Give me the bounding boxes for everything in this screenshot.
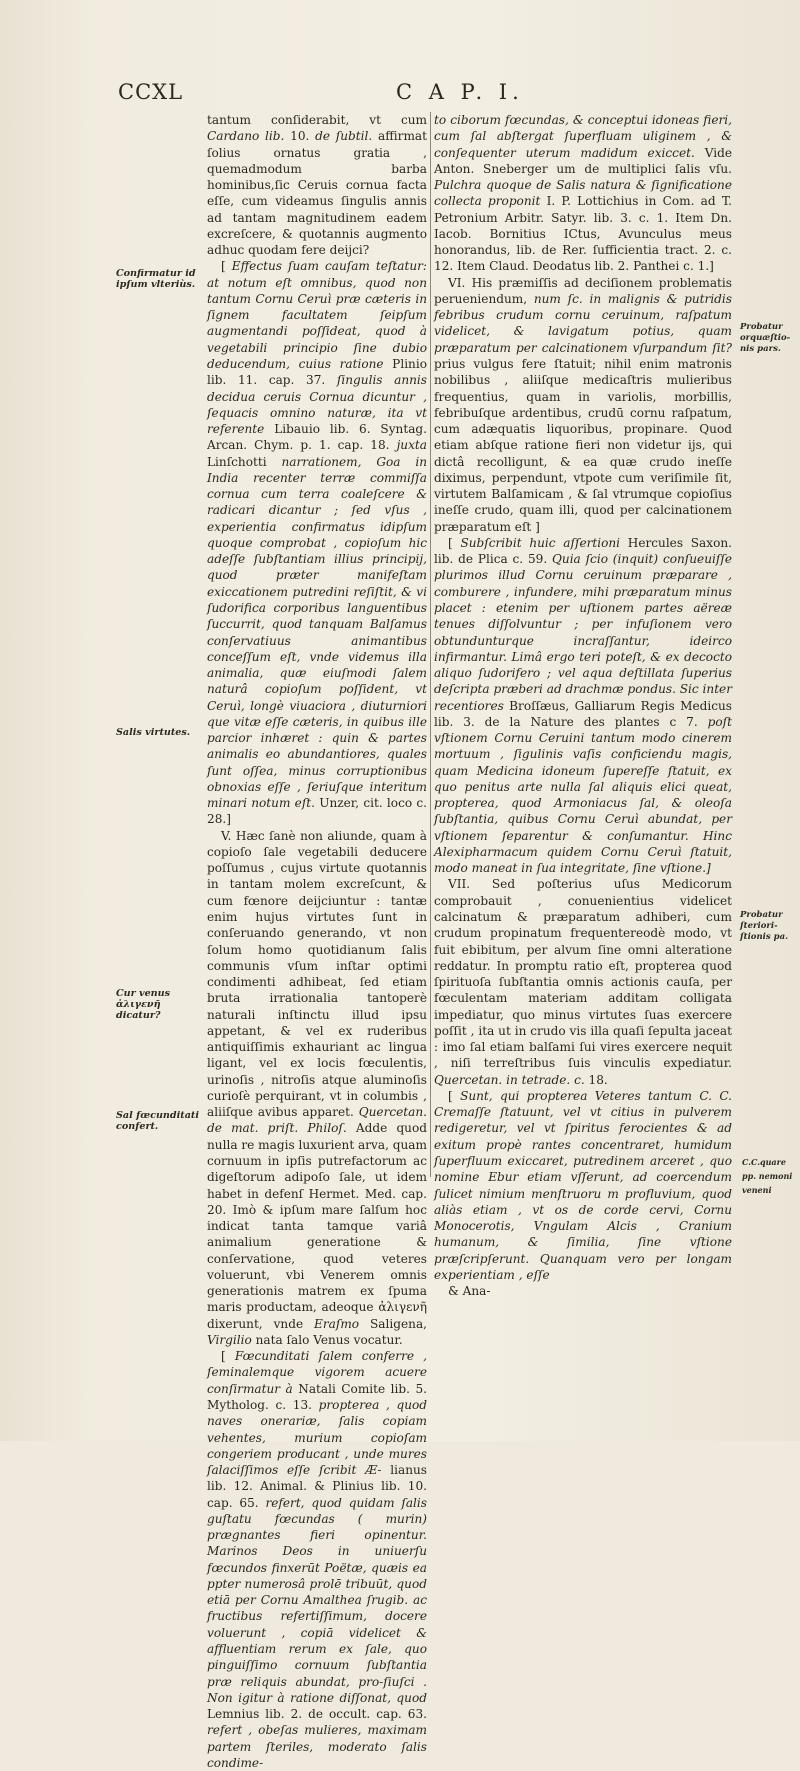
italic-run: propterea , quod naves onerariæ, ſalis copiam vehentes, murium copioſam congeriem producant , unde mures ſalaciſſimos eſſe ſcribit Æ- bbox=[207, 1397, 428, 1478]
italic-run: to ciborum fœcundas, & conceptui idoneas fieri, cum ſal abſtergat ſuperfluam uliginem , & conſequenter uterum madidum exiccet. bbox=[434, 113, 732, 160]
left-column bbox=[207, 112, 427, 1771]
margin-note-probatur-1: Probatur orquæſtionis pars. bbox=[740, 322, 791, 354]
left-paragraph: [ Effectus ſuam cauſam teſtatur: at notum eſt omnibus, quod non tantum Cornu Ceruì præ cæteris in ſignem facultatem ſeipſum augmentandi poſſideat, quod à vegetabili principio ſine dubio deducendum, cuius ratione Plinio lib. 11. cap. 37. ſingulis annis decidua ceruis Cornua dicuntur , ſequacis omnino naturæ, ita vt referente Libauio lib. 6. Syntag. Arcan. Chym. p. 1. cap. 18. juxta Linſchotti narrationem, Goa in India recenter terræ commiſſa cornua cum terra coaleſcere & radicari dicantur ; ſed vſus , experientia confirmatus idipſum quoque comprobat , copioſum hic adeſſe ſubſtantiam illius principij, quod præter manifeſtam exiccationem putredini reſiſtit, & vi ſudorifica corporibus languentibus ſuccurrit, quod tanquam Balſamus conſervatiuus animantibus conceſſum eſt, vnde videmus illa animalia, quæ eiuſmodi ſalem naturâ copioſum poſſident, vt Ceruì, longè viuaciora , diuturniori que vitæ eſſe cæteris, in quibus ille parcior inhæret : quin & partes animalis eo abundantiores, quales ſunt oſſea, minus corruptionibus obnoxias eſſe , ſeriuſque interitum minari notum eſt. Unzer, cit. loco c. 28.] bbox=[207, 259, 428, 827]
italic-run: juxta bbox=[396, 438, 427, 453]
margin-note-sal-foecunditati: Sal fœcunditati confert. bbox=[116, 1110, 199, 1132]
italic-run: refert , obeſas mulieres, maximam partem ſteriles, moderato ſalis condime- bbox=[207, 1723, 427, 1770]
left-paragraph: V. Hæc ſanè non aliunde, quam à copioſo ſale vegetabili deducere poſſumus , cujus virtute quotannis in tantam molem excreſcunt, & cum fœnore deijciuntur : tantæ enim hujus virtutes ſunt in conſeruando generando, vt non ſolum homo quotidianum ſalis communis vſum inſtar optimi condimenti adhibeat, ſed etiam bruta irrationalia tantoperè naturali inſtinctu illud ipsu appetant, & vel ex ruderibus antiquiſſimis exhauriant ac lingua ligant, vel ex locis fœculentis, urinoſis , nitroſis atque aluminoſis curioſè perquirant, vt in columbis , aliiſque avibus apparet. Quercetan. de mat. priſt. Philoſ. Adde quod nulla re magis luxurient arva, quam cornuum in ipſis putrefactorum ac digeſtorum adipoſo ſale, ut idem habet in defenſ Hermet. Med. cap. 20. Imò & ipſum mare ſalſum hoc indicat tanta tamque variâ animalium generatione & conſervatione, quod veteres voluerunt, vbi Venerem omnis generationis matrem ex ſpuma maris productam, adeoque ἀλιγενῆ dixerunt, vnde Eraſmo Saligena, Virgilio nata ſalo Venus vocatur. bbox=[207, 828, 427, 1347]
running-head bbox=[118, 80, 698, 110]
italic-run: Quercetan. in tetrade. c. bbox=[434, 1072, 585, 1087]
right-paragraph: to ciborum fœcundas, & conceptui idoneas fieri, cum ſal abſtergat ſuperfluam uliginem , & conſequenter uterum madidum exiccet. Vide Anton. Sneberger um de multiplici ſalis vſu. Pulchra quoque de Salis natura & ſignificatione collecta proponit I. P. Lottichius in Com. ad T. Petronium Arbitr. Satyr. lib. 3. c. 1. Item Dn. Iacob. Bornitius ICtus, Avunculus meus honorandus, lib. de Rer. ſufficientia tract. 2. c. 12. Item Claud. Deodatus lib. 2. Panthei c. 1.] bbox=[434, 113, 732, 274]
margin-note-probatur-2: Probatur ſterioriſtionis pa. bbox=[740, 910, 789, 942]
margin-note-cur-venus: Cur venus ἀλιγενῆ dicatur? bbox=[116, 988, 171, 1021]
column-rule bbox=[430, 112, 431, 1177]
italic-run: Eraſmo bbox=[314, 1316, 360, 1331]
italic-run: Sunt, qui propterea Veteres tantum C. C. Cremaſſe ſtatuunt, vel vt citius in pulverem redigeretur, vel vt ſpiritus ferocientes & ad exitum propè rantes concentraret, humidum ſuperfluum exiccaret, putredinem arceret , quo nomine Ebur etiam vſſerunt, ad coercendum ſulicet nimium menſtruoru m profluvium, quod aliàs etiam , vt os de corde cervi, Cornu Monocerotis, Vngulam Alcis , Cranium humanum, & ſimilia, ſine vſtione præſcripſerunt. Quanquam vero per longam experientiam , eſſe bbox=[434, 1088, 733, 1282]
italic-run: poſt vſtionem Cornu Ceruini tantum modo cinerem mortuum , ſigulinis vaſis conficiendu magis, quam Medicina idoneum ſupereſſe ſtatuit, ex quo penitus arte nulla ſal aliquis elici queat, propterea, quod Armoniacus ſal, & oleoſa ſubſtantia, quibus Cornu Ceruì abundat, per vſtionem ſeparentur & conſumantur. Hinc Alexipharmacum quidem Cornu Ceruì ſtatuit, modo maneat in ſua integritate, ſine vſtione.] bbox=[434, 714, 732, 876]
italic-run: Fœcunditati ſalem conferre , ſeminalemque vigorem acuere conſirmatur à bbox=[207, 1349, 427, 1396]
edge-note-3: veneni bbox=[742, 1185, 772, 1195]
italic-run: ſingulis annis decidua ceruis Cornua dicuntur , ſequacis omnino naturæ, ita vt referente bbox=[207, 373, 428, 437]
margin-note-confirmatur: Confirmatur id ipſum vlteriùs. bbox=[116, 268, 196, 290]
right-column bbox=[434, 112, 732, 1299]
folio-number: CCXL bbox=[118, 80, 184, 104]
italic-run: de ſubtil. bbox=[315, 129, 373, 144]
italic-run: Pulchra quoque de Salis natura & ſignificatione collecta proponit bbox=[434, 178, 732, 209]
italic-run: Quia ſcio (inquit) conſueuiſſe plurimos illud Cornu ceruinum præparare , comburere , infundere, mihi præparatum minus placet : etenim per uſtionem partes aëreæ tenues diſſolvuntur ; per infuſionem vero obtundunturque incraſſantur, ideirco infirmantur. Limâ ergo teri poteſt, & ex decocto aliquo ſudorifero ; vel aqua deſtillata ſuperius deſcripta præberi ad drachmæ pondus. Sic inter recentiores bbox=[434, 552, 732, 713]
right-paragraph: & Ana- bbox=[448, 1284, 491, 1299]
right-paragraph: VI. His præmiſſis ad deciſionem problematis perueniendum, num ſc. in malignis & putridis febribus crudum cornu ceruinum, raſpatum videlicet, & lavigatum potius, quam præparatum per calcinationem vſurpandum ſit? prius vulgus fere ſtatuit; nihil enim matronis nobilibus , aliiſque medicaſtris mulieribus frequentius, quam in variolis, morbillis, febribuſque ardentibus, crudū cornu raſpatum, cum adæquatis liquoribus, propinare. Quod etiam abſque ratione fieri non videtur ijs, qui dictâ recolligunt, & ea quæ crudo ineſſe diximus, perpendunt, vtpote cum veriſimile ſit, virtutem Balſamicam , & ſal vtrumque copioſius ineſſe crudo, quam illi, quod per calcinationem præparatum eſt ] bbox=[434, 275, 733, 534]
italic-run: Quercetan. de mat. priſt. Philoſ. bbox=[207, 1105, 427, 1136]
edge-note-1: C.C.quare bbox=[742, 1157, 786, 1167]
margin-note-salis-virtutes: Salis virtutes. bbox=[116, 727, 191, 738]
italic-run: num ſc. in malignis & putridis febribus crudum cornu ceruinum, raſpatum videlicet, & lavigatum potius, quam præparatum per calcinationem vſurpandum ſit? bbox=[434, 291, 733, 355]
italic-run: narrationem, Goa in India recenter terræ commiſſa cornua cum terra coaleſcere & radicari dicantur ; ſed vſus , experientia confirmatus idipſum quoque comprobat , copioſum hic adeſſe ſubſtantiam illius principij, quod præter manifeſtam exiccationem putredini reſiſtit, & vi ſudorifica corporibus languentibus ſuccurrit, quod tanquam Balſamus conſervatiuus animantibus conceſſum eſt, vnde videmus illa animalia, quæ eiuſmodi ſalem naturâ copioſum poſſident, vt Ceruì, longè viuaciora , diuturniori que vitæ eſſe cæteris, in quibus ille parcior inhæret : quin & partes animalis eo abundantiores, quales ſunt oſſea, minus corruptionibus obnoxias eſſe , ſeriuſque interitum minari notum eſt. bbox=[207, 454, 427, 811]
italic-run: Cardano lib. bbox=[207, 129, 285, 144]
left-paragraph: tantum conſiderabit, vt cum Cardano lib. 10. de ſubtil. affirmat ſolius ornatus gratia , quemadmodum barba hominibus,ſic Ceruis cornua facta eſſe, cum videamus ſingulis annis ad tantam magnitudinem eadem excreſcere, & quotannis augmento adhuc quodam fere deijci? bbox=[207, 113, 427, 258]
italic-run: Virgilio bbox=[207, 1332, 252, 1347]
left-paragraph: [ Fœcunditati ſalem conferre , ſeminalemque vigorem acuere conſirmatur à Natali Comite lib. 5. Mytholog. c. 13. propterea , quod naves onerariæ, ſalis copiam vehentes, murium copioſam congeriem producant , unde mures ſalaciſſimos eſſe ſcribit Æ- lianus lib. 12. Animal. & Plinius lib. 10. cap. 65. refert, quod quidam ſalis guſtatu fœcundas ( murin) prægnantes fieri opinentur. Marinos Deos in uniuerſu fœcundos finxerūt Poëtæ, quæis ea ppter numerosâ prolē tribuūt, quod etiā per Cornu Amalthea ſrugib. ac fructibus refertiſſimum, docere voluerunt , copiā videlicet & affluentiam rerum ex ſale, quo pinguiſſimo cornuum ſubſtantia præ reliquis abundat, pro-ſiuſci . Non igitur à ratione diſſonat, quod Lemnius lib. 2. de occult. cap. 63. refert , obeſas mulieres, maximam partem ſteriles, moderato ſalis condime- bbox=[207, 1349, 428, 1770]
chapter-heading: C A P. I. bbox=[396, 80, 524, 104]
italic-run: Subſcribit huic aſſertioni bbox=[460, 535, 621, 550]
edge-note-2: pp. nemoni bbox=[742, 1171, 793, 1181]
right-paragraph: VII. Sed poſterius uſus Medicorum comprobauit , conuenientius videlicet calcinatum & præparatum adhiberi, cum crudum propinatum frequentereodè modo, vt fuit ebibitum, per alvum ſine omni alteratione reddatur. In promptu ratio eſt, propterea quod ſpirituoſa ſubſtantia omnis actionis cauſa, per fœculentam materiam additam colligata impediatur, quo minus virtutes ſuas exercere poſſit , ita ut in crudo vis illa quaſi ſepulta jaceat : imo ſal etiam balſami ſui vires exercere nequit , niſi terreſtribus ſuis vinculis expediatur. Quercetan. in tetrade. c. 18. bbox=[434, 877, 732, 1087]
right-paragraph: [ Sunt, qui propterea Veteres tantum C. C. Cremaſſe ſtatuunt, vel vt citius in pulverem redigeretur, vel vt ſpiritus ferocientes & ad exitum propè rantes concentraret, humidum ſuperfluum exiccaret, putredinem arceret , quo nomine Ebur etiam vſſerunt, ad coercendum ſulicet nimium menſtruoru m profluvium, quod aliàs etiam , vt os de corde cervi, Cornu Monocerotis, Vngulam Alcis , Cranium humanum, & ſimilia, ſine vſtione præſcripſerunt. Quanquam vero per longam experientiam , eſſe bbox=[434, 1088, 733, 1282]
italic-run: Effectus ſuam cauſam teſtatur: at notum eſt omnibus, quod non tantum Cornu Ceruì præ cæteris in ſignem facultatem ſeipſum augmentandi poſſideat, quod à vegetabili principio ſine dubio deducendum, cuius ratione bbox=[207, 259, 428, 371]
italic-run: refert, quod quidam ſalis guſtatu fœcundas ( murin) prægnantes fieri opinentur. Marinos Deos in uniuerſu fœcundos finxerūt Poëtæ, quæis ea ppter numerosâ prolē tribuūt, quod etiā per Cornu Amalthea ſrugib. ac fructibus refertiſſimum, docere voluerunt , copiā videlicet & affluentiam rerum ex ſale, quo pinguiſſimo cornuum ſubſtantia præ reliquis abundat, pro-ſiuſci . Non igitur à ratione diſſonat, quod bbox=[207, 1495, 428, 1705]
right-paragraph: [ Subſcribit huic aſſertioni Hercules Saxon. lib. de Plica c. 59. Quia ſcio (inquit) conſueuiſſe plurimos illud Cornu ceruinum præparare , comburere , infundere, mihi præparatum minus placet : etenim per uſtionem partes aëreæ tenues diſſolvuntur ; per infuſionem vero obtundunturque incraſſantur, ideirco infirmantur. Limâ ergo teri poteſt, & ex decocto aliquo ſudorifero ; vel aqua deſtillata ſuperius deſcripta præberi ad drachmæ pondus. Sic inter recentiores Broſſæus, Galliarum Regis Medicus lib. 3. de la Nature des plantes c 7. poſt vſtionem Cornu Ceruini tantum modo cinerem mortuum , ſigulinis vaſis conficiendu magis, quam Medicina idoneum ſupereſſe ſtatuit, ex quo penitus arte nulla ſal aliquis elici queat, propterea, quod Armoniacus ſal, & oleoſa ſubſtantia, quibus Cornu Ceruì abundat, per vſtionem ſeparentur & conſumantur. Hinc Alexipharmacum quidem Cornu Ceruì ſtatuit, modo maneat in ſua integritate, ſine vſtione.] bbox=[434, 535, 732, 876]
